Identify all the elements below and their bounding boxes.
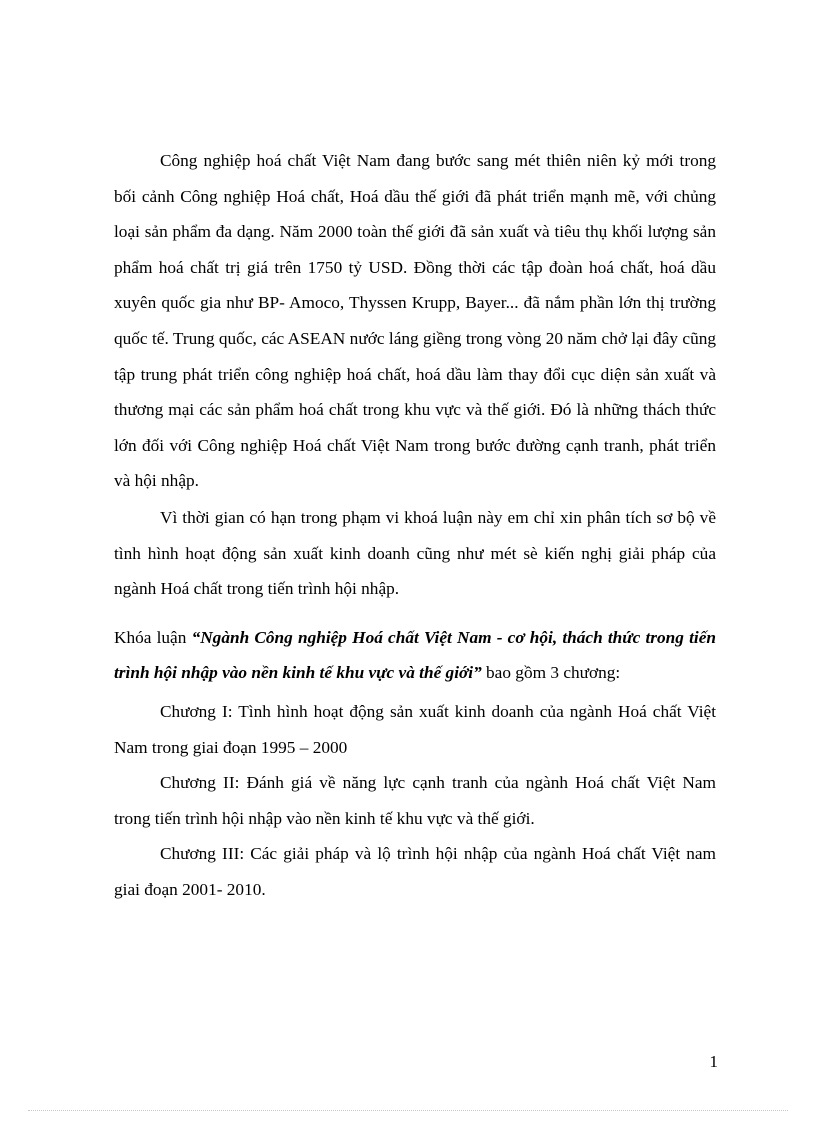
scope-paragraph: Vì thời gian có hạn trong phạm vi khoá luận này em chỉ xin phân tích sơ bộ về tình hình hoạt động sản xuất kinh doanh cũng như mét sè kiến nghị giải pháp của ngành Hoá chất trong tiến trình hội nhập.	[114, 507, 716, 599]
chapter-item-2: Chương II: Đánh giá về năng lực cạnh tranh của ngành Hoá chất Việt Nam trong tiến trình hội nhập vào nền kinh tế khu vực và thế giới.	[114, 773, 716, 828]
thesis-prefix: Khóa luận	[114, 627, 192, 647]
intro-paragraph: Công nghiệp hoá chất Việt Nam đang bước sang mét thiên niên kỷ mới trong bối cảnh Công nghiệp Hoá chất, Hoá dầu thế giới đã phát triển mạnh mẽ, với chủng loại sản phẩm đa dạng. Năm 2000 toàn thế giới đã sản xuất và tiêu thụ khối lượng sản phẩm hoá chất trị giá trên 1750 tỷ USD. Đồng thời các tập đoàn hoá chất, hoá dầu xuyên quốc gia như BP- Amoco, Thyssen Krupp, Bayer... đã nắm phần lớn thị trường quốc tế. Trung quốc, các ASEAN nước láng giềng trong vòng 20 năm chở lại đây cũng tập trung phát triển công nghiệp hoá chất, hoá dầu làm thay đổi cục diện sản xuất và thương mại các sản phẩm hoá chất trong khu vực và thế giới. Đó là những thách thức lớn đối với Công nghiệp Hoá chất Việt Nam trong bước đường cạnh tranh, phát triển và hội nhập.	[114, 151, 716, 491]
thesis-suffix: bao gồm 3 chương:	[481, 663, 621, 683]
chapter-item-1: Chương I: Tình hình hoạt động sản xuất kinh doanh của ngành Hoá chất Việt Nam trong giai đoạn 1995 – 2000	[114, 701, 716, 757]
thesis-paragraph	[114, 620, 716, 691]
thesis-title: “Ngành Công nghiệp Hoá chất Việt Nam - cơ hội, thách thức trong tiến trình hội nhập vào nền kinh tế khu vực và thế giới”	[114, 627, 716, 683]
page-number: 1	[709, 1052, 718, 1071]
page-bottom-divider	[28, 1110, 788, 1111]
chapter-item-3: Chương III: Các giải pháp và lộ trình hội nhập của ngành Hoá chất Việt nam giai đoạn 2001- 2010.	[114, 844, 716, 899]
document-body	[114, 143, 716, 907]
